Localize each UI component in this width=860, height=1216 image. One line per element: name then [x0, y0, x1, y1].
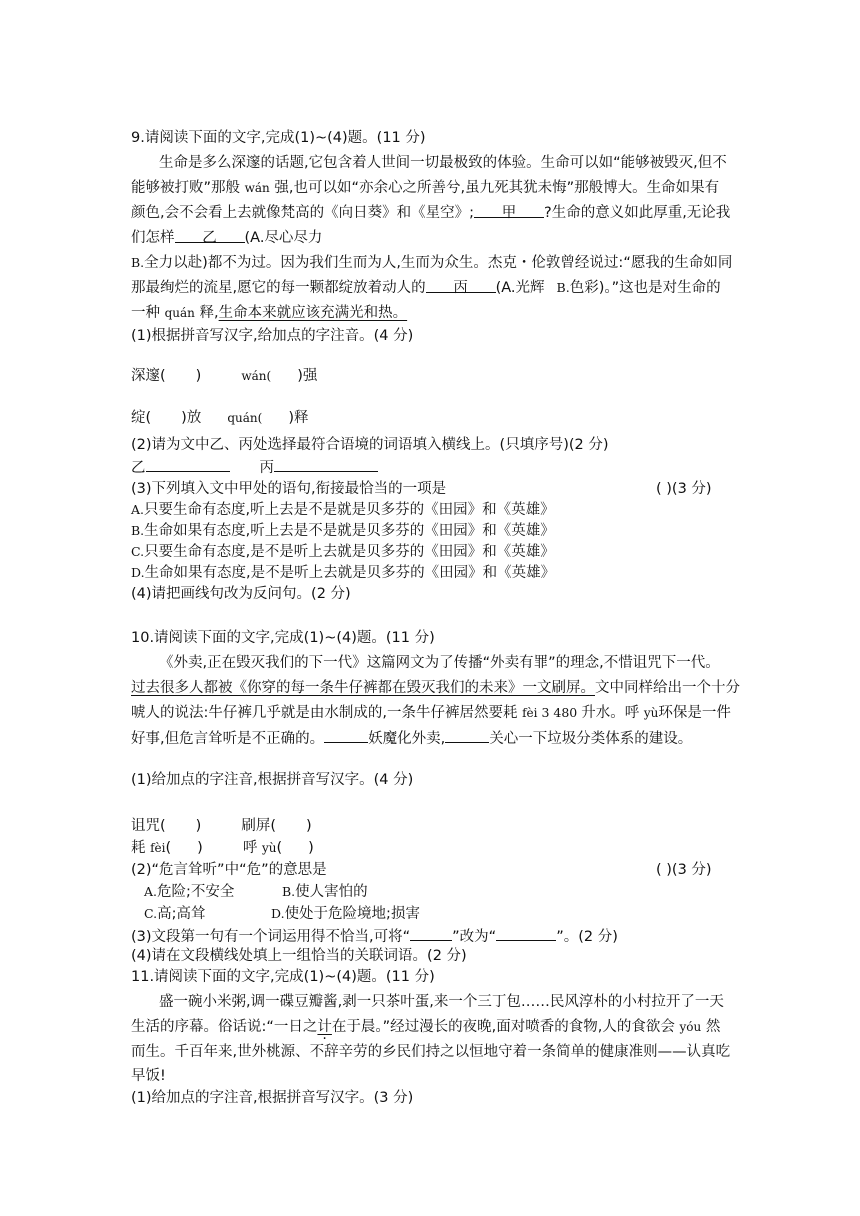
- q9-sub1: (1)根据拼音写汉字,给加点的字注音。(4 分): [131, 328, 414, 344]
- q9-option-c[interactable]: C.只要生命有态度,是不是听上去就是贝多芬的《田园》和《英雄》: [131, 544, 555, 560]
- q9-sub4: (4)请把画线句改为反问句。(2 分): [131, 586, 351, 602]
- q9-passage-line2: 能够被打败”那般 wán 强,也可以如“亦余心之所善兮,虽九死其犹未悔”那般博大。生命如果有: [131, 180, 720, 196]
- q10-passage-line4: 好事,但危言耸听是不正确的。 妖魔化外卖, 关心一下垃圾分类体系的建设。: [131, 728, 692, 749]
- q10-option-a[interactable]: A.危险;不安全: [144, 884, 235, 900]
- q9-passage-line3: 颜色,会不会看上去就像梵高的《向日葵》和《星空》; 甲 ?生命的意义如此厚重,无论我: [131, 205, 731, 221]
- q9-passage-line1: 生命是多么深邃的话题,它包含着人世间一切最极致的体验。生命可以如“能够被毁灭,但不: [159, 155, 727, 171]
- q11-passage-line3: 而生。千百年来,世外桃源、不辞辛劳的乡民们持之以恒地守着一条简单的健康准则——认真吃: [131, 1044, 731, 1060]
- dotted-char: 计: [317, 1019, 332, 1035]
- q9-sub3: (3)下列填入文中甲处的语句,衔接最恰当的一项是: [131, 481, 447, 497]
- blank-bing[interactable]: 丙: [426, 278, 496, 293]
- q9-sub2: (2)请为文中乙、丙处选择最符合语境的词语填入横线上。(只填序号)(2 分): [131, 437, 609, 453]
- q9-sub1-row2: 绽( )放 quán( )释: [131, 410, 309, 426]
- q10-option-b[interactable]: B.使人害怕的: [282, 884, 368, 900]
- q9-passage-line7: 一种 quán 释,生命本来就应该充满光和热。: [131, 305, 408, 321]
- q11-passage-line1: 盛一碗小米粥,调一碟豆瓣酱,剥一只茶叶蛋,来一个三丁包……民风淳朴的小村拉开了一天: [159, 994, 724, 1010]
- q9-option-d[interactable]: D.生命如果有态度,是不是听上去就是贝多芬的《田园》和《英雄》: [131, 565, 556, 581]
- underlined-sentence: 过去很多人都被《你穿的每一条牛仔裤都在毁灭我们的未来》一文刷屏。: [131, 680, 595, 696]
- q9-option-b[interactable]: B.生命如果有态度,听上去是不是就是贝多芬的《田园》和《英雄》: [131, 523, 555, 539]
- q9-passage-line6: 那最绚烂的流星,愿它的每一颗都绽放着动人的 丙 (A.光辉 B.色彩)。”这也是对生命的: [131, 280, 721, 296]
- q11-sub1: (1)给加点的字注音,根据拼音写汉字。(3 分): [131, 1090, 414, 1106]
- q10-passage-line2: 过去很多人都被《你穿的每一条牛仔裤都在毁灭我们的未来》一文刷屏。文中同样给出一个十分: [131, 680, 740, 696]
- q10-header: 10.请阅读下面的文字,完成(1)~(4)题。(11 分): [131, 630, 435, 646]
- blank-connector-1[interactable]: [324, 728, 368, 743]
- q11-header: 11.请阅读下面的文字,完成(1)~(4)题。(11 分): [131, 969, 435, 985]
- q10-passage-line3: 唬人的说法:牛仔裤几乎就是由水制成的,一条牛仔裤居然要耗 fèi 3 480 升水。呼 yù环保是一件: [131, 705, 731, 721]
- q10-sub1-row1: 诅咒( ) 刷屏( ): [131, 818, 312, 834]
- blank-jia[interactable]: 甲: [474, 203, 544, 218]
- q9-option-a[interactable]: A.只要生命有态度,听上去是不是就是贝多芬的《田园》和《英雄》: [131, 502, 555, 518]
- answer-blank-correct-word[interactable]: [496, 926, 556, 941]
- q10-passage-line1: 《外卖,正在毁灭我们的下一代》这篇网文为了传播“外卖有罪”的理念,不惜诅咒下一代。: [159, 655, 720, 671]
- q10-sub1-row2: 耗 fèi( ) 呼 yù( ): [131, 840, 314, 856]
- q10-option-c[interactable]: C.高;高耸: [144, 906, 206, 922]
- underlined-sentence: 生命本来就应该充满光和热。: [218, 305, 408, 321]
- q10-sub3: (3)文段第一句有一个词运用得不恰当,可将“ ”改为“ ”。(2 分): [131, 926, 618, 947]
- answer-blank-bing[interactable]: [274, 457, 378, 472]
- q10-sub4: (4)请在文段横线处填上一组恰当的关联词语。(2 分): [131, 948, 467, 964]
- q9-sub2-answers: 乙 丙: [131, 457, 378, 478]
- q9-sub1-row1: 深邃( ) wán( )强: [131, 368, 318, 384]
- q9-passage-line5: B.全力以赴)都不为过。因为我们生而为人,生而为众生。杰克・伦敦曾经说过:“愿我的生命如同: [131, 255, 733, 271]
- q11-passage-line2: 生活的序幕。俗话说:“一日之计在于晨。”经过漫长的夜晚,面对喷香的食物,人的食欲会 yóu 然: [131, 1019, 721, 1035]
- answer-blank-yi[interactable]: [146, 457, 230, 472]
- q9-sub3-score: ( )(3 分): [656, 481, 712, 497]
- q9-header: 9.请阅读下面的文字,完成(1)~(4)题。(11 分): [131, 130, 426, 146]
- q9-passage-line4: 们怎样 乙 (A.尽心尽力: [131, 230, 323, 246]
- q11-passage-line4: 早饭!: [131, 1068, 166, 1084]
- q10-option-d[interactable]: D.使处于危险境地;损害: [271, 906, 420, 922]
- blank-yi[interactable]: 乙: [175, 228, 245, 243]
- q10-sub2-score: ( )(3 分): [656, 862, 712, 878]
- q10-sub1: (1)给加点的字注音,根据拼音写汉字。(4 分): [131, 772, 414, 788]
- blank-connector-2[interactable]: [445, 728, 489, 743]
- answer-blank-wrong-word[interactable]: [410, 926, 452, 941]
- q10-sub2: (2)“危言耸听”中“危”的意思是: [131, 862, 327, 878]
